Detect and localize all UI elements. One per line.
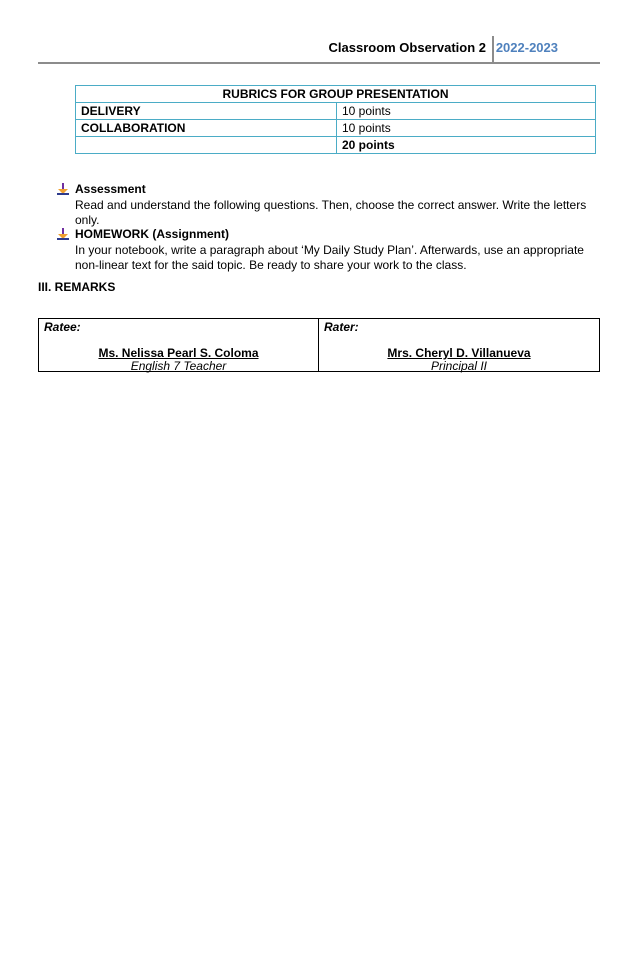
rater-name: Mrs. Cheryl D. Villanueva: [387, 346, 531, 360]
remarks-heading: III. REMARKS: [38, 280, 116, 294]
rater-cell: [319, 319, 599, 371]
document-title: Classroom Observation 2: [328, 40, 486, 55]
criterion-cell: DELIVERY: [76, 103, 337, 120]
table-row: [76, 120, 596, 137]
page-header: [38, 38, 600, 64]
homework-body: In your notebook, write a paragraph about ‘My Daily Study Plan’. Afterwards, use an appropriate non-linear text for the said topic. Be ready to share your work to the class.: [75, 243, 584, 272]
rubric-heading: RUBRICS FOR GROUP PRESENTATION: [76, 86, 596, 103]
table-row: [76, 86, 596, 103]
ratee-cell: [39, 319, 319, 371]
homework-title: HOMEWORK (Assignment): [75, 227, 229, 241]
ratee-label: Ratee:: [44, 320, 81, 334]
school-year: 2022-2023: [495, 40, 558, 55]
header-divider: [492, 36, 494, 62]
points-cell: 10 points: [337, 120, 596, 137]
points-cell: 10 points: [337, 103, 596, 120]
signature-table: [38, 318, 600, 372]
table-row: [76, 137, 596, 154]
rater-label: Rater:: [324, 320, 359, 334]
assessment-body: Read and understand the following questions. Then, choose the correct answer. Write the letters only.: [75, 198, 587, 227]
arrow-down-bullet-icon: [57, 228, 69, 240]
arrow-down-bullet-icon: [57, 183, 69, 195]
ratee-name: Ms. Nelissa Pearl S. Coloma: [98, 346, 259, 360]
rubric-table: [75, 85, 596, 154]
rater-role: Principal II: [430, 359, 488, 373]
table-row: [76, 103, 596, 120]
criterion-cell: COLLABORATION: [76, 120, 337, 137]
criterion-cell: [76, 137, 337, 154]
total-points-cell: 20 points: [337, 137, 596, 154]
ratee-role: English 7 Teacher: [130, 359, 227, 373]
assessment-title: Assessment: [75, 182, 146, 196]
